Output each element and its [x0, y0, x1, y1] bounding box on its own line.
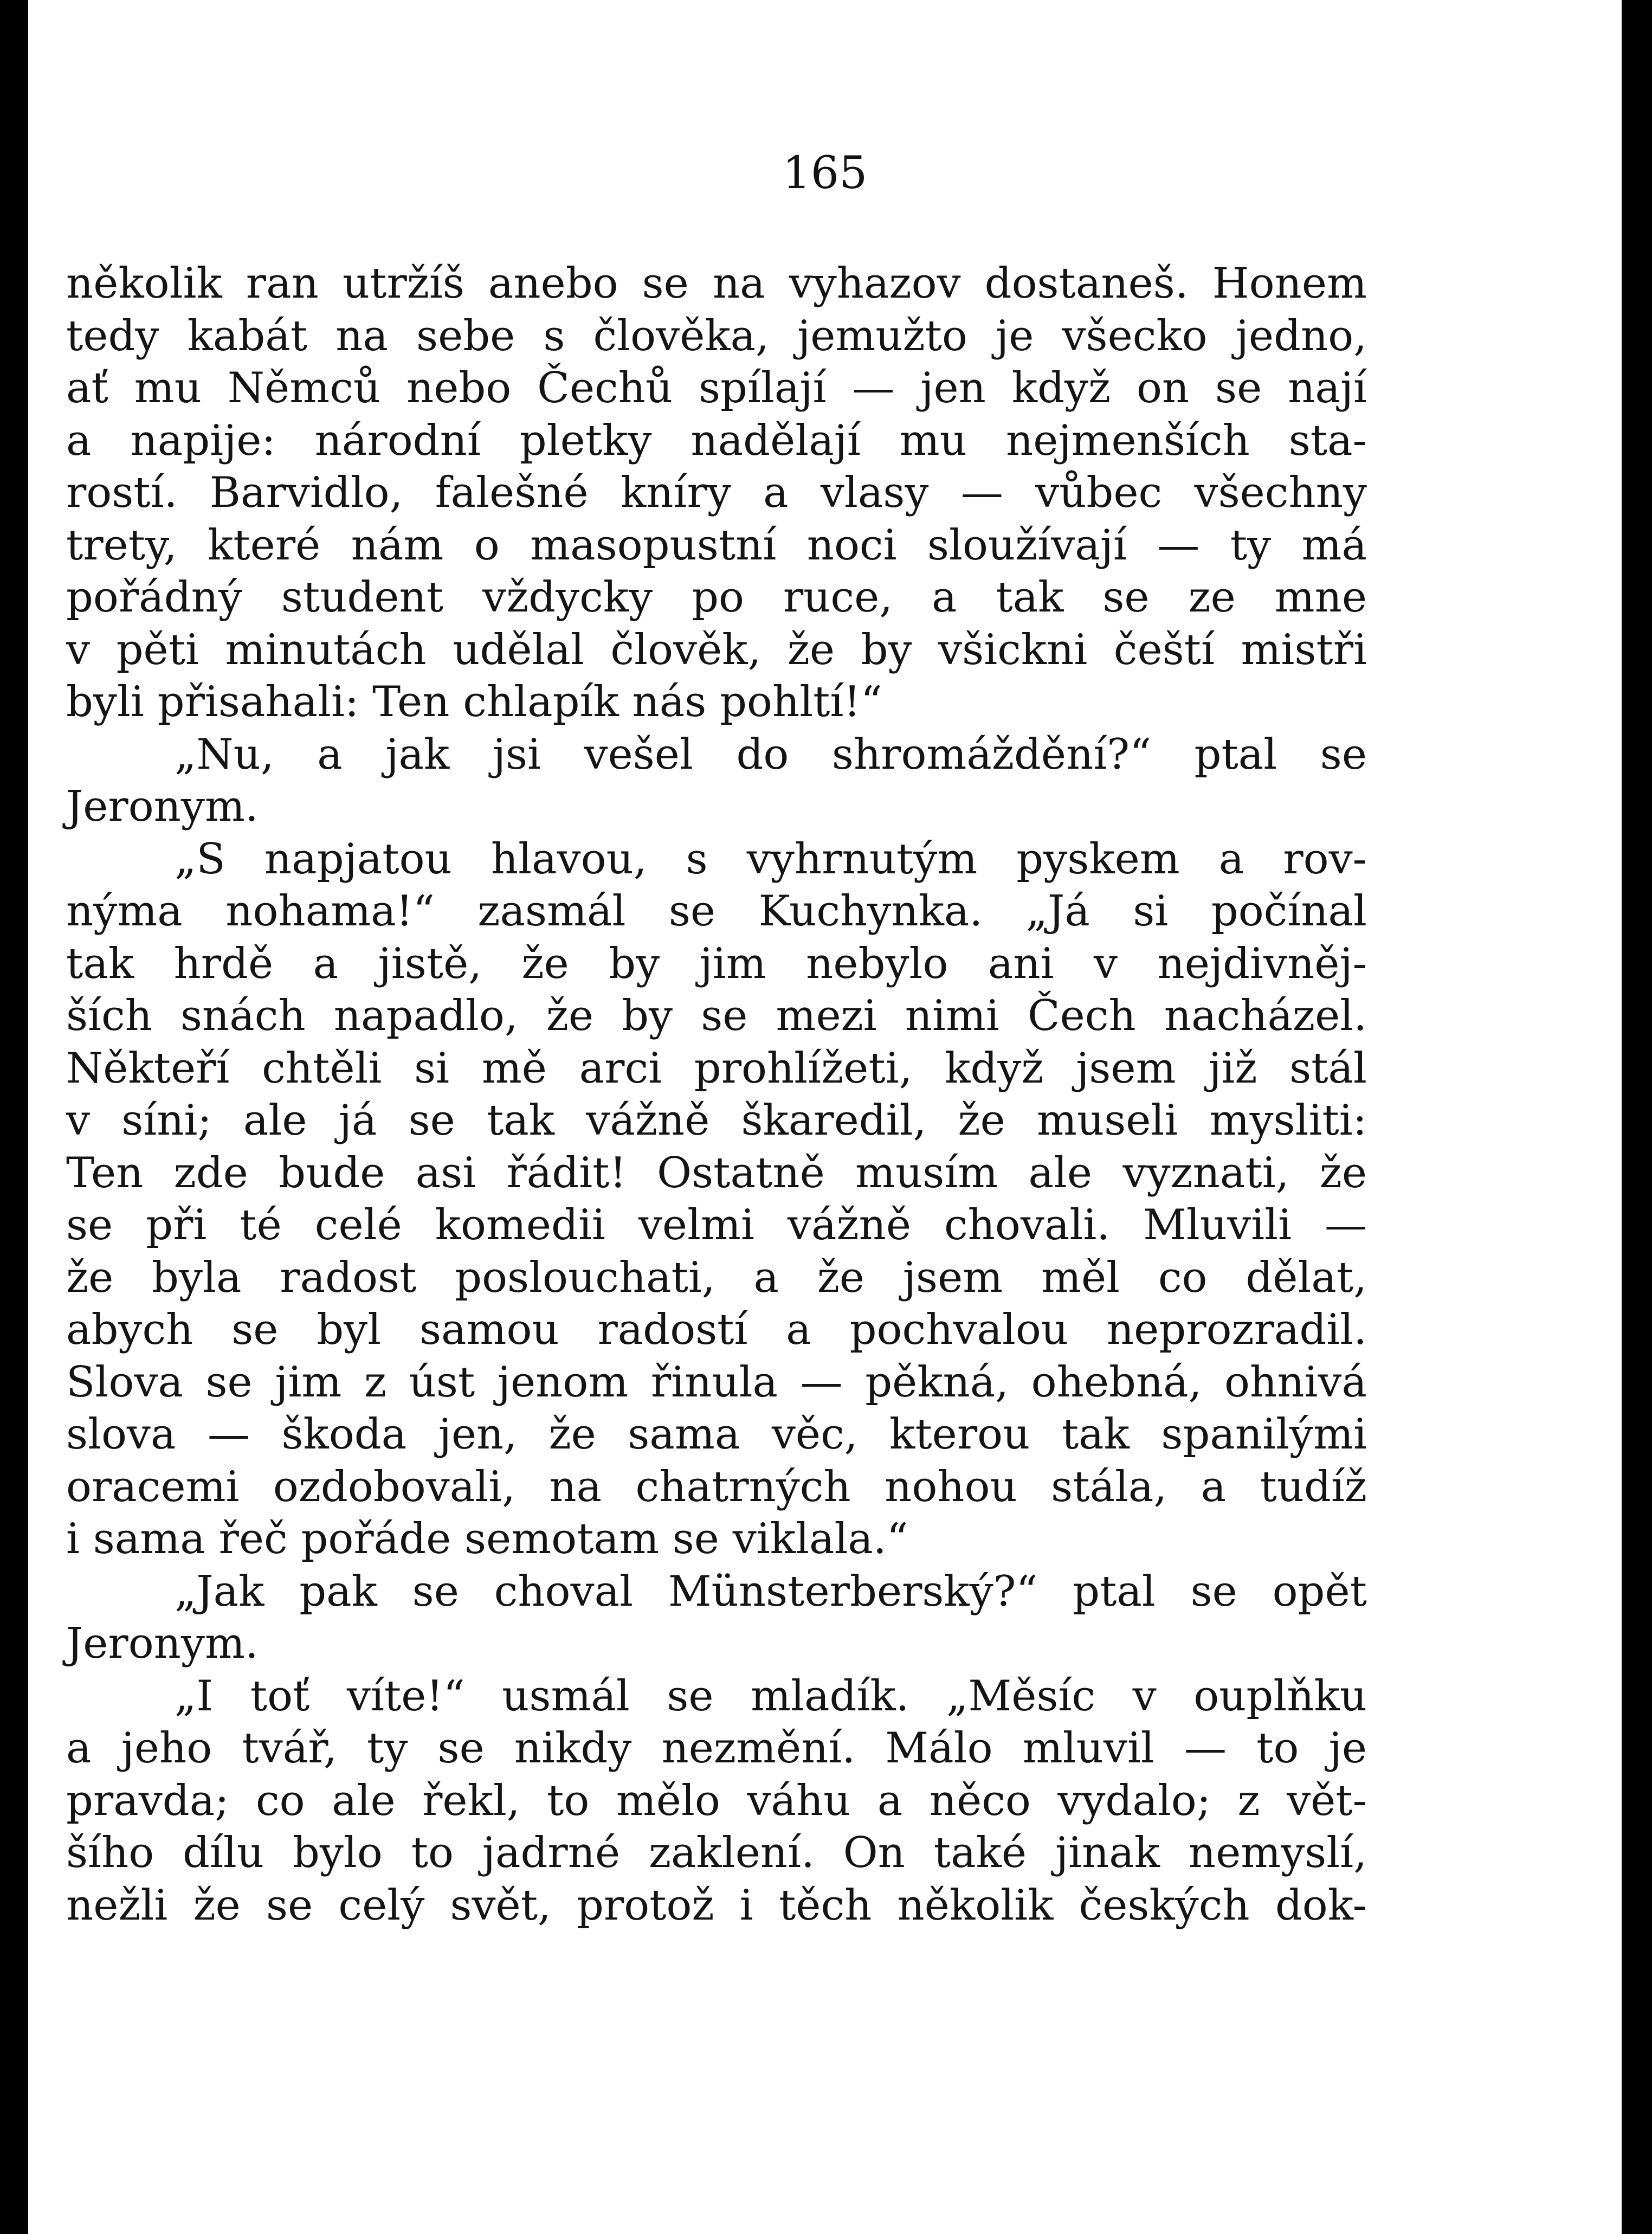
text-line: šího dílu bylo to jadrné zaklení. On také jinak nemyslí,	[66, 1829, 1367, 1877]
text-line: i sama řeč pořáde semotam se viklala.“	[66, 1515, 908, 1563]
text-line: abych se byl samou radostí a pochvalou neprozradil.	[66, 1305, 1367, 1354]
text-line: v síni; ale já se tak vážně škaredil, že museli mysliti:	[66, 1096, 1367, 1145]
text-line: rostí. Barvidlo, falešné kníry a vlasy — vůbec všechny	[66, 468, 1367, 517]
text-line: oracemi ozdobovali, na chatrných nohou stála, a tudíž	[66, 1462, 1367, 1511]
text-line: Slova se jim z úst jenom řinula — pěkná, ohebná, ohnivá	[66, 1357, 1367, 1407]
text-line: několik ran utržíš anebo se na vyhazov dostaneš. Honem	[66, 259, 1367, 308]
text-line: ať mu Němců nebo Čechů spílají — jen když on se nají	[66, 364, 1367, 413]
text-line: „I toť víte!“ usmál se mladík. „Měsíc v ouplňku	[175, 1671, 1367, 1721]
text-line: se při té celé komedii velmi vážně chovali. Mluvili —	[66, 1201, 1367, 1250]
text-line: v pěti minutách udělal člověk, že by všickni čeští mistři	[66, 625, 1367, 674]
text-line: slova — škoda jen, že sama věc, kterou tak spanilými	[66, 1410, 1367, 1459]
text-line: „S napjatou hlavou, s vyhrnutým pyskem a rov-	[175, 834, 1367, 884]
page-number: 165	[782, 147, 868, 199]
text-line: tak hrdě a jistě, že by jim nebylo ani v nejdivněj-	[66, 939, 1367, 988]
text-line: tedy kabát na sebe s člověka, jemužto je všecko jedno,	[66, 311, 1367, 360]
text-line: „Nu, a jak jsi vešel do shromáždění?“ ptal se	[175, 730, 1367, 779]
text-line: a jeho tvář, ty se nikdy nezmění. Málo mluvil — to je	[66, 1724, 1367, 1773]
text-line: Ten zde bude asi řádit! Ostatně musím ale vyznati, že	[66, 1148, 1367, 1198]
text-line: že byla radost poslouchati, a že jsem měl co dělat,	[66, 1253, 1367, 1302]
text-line: Jeronym.	[66, 782, 259, 831]
text-line: nýma nohama!“ zasmál se Kuchynka. „Já si počínal	[66, 887, 1367, 936]
text-line: nežli že se celý svět, protož i těch několik českých dok-	[66, 1881, 1367, 1930]
text-line: Někteří chtěli si mě arci prohlížeti, když jsem již stál	[66, 1044, 1367, 1093]
text-line: byli přisahali: Ten chlapík nás pohltí!“	[66, 678, 882, 726]
body-text	[66, 257, 1367, 1932]
book-page	[28, 0, 1622, 2234]
text-line: Jeronym.	[66, 1619, 259, 1668]
text-line: pravda; co ale řekl, to mělo váhu a něco vydalo; z vět-	[66, 1776, 1367, 1825]
text-line: trety, které nám o masopustní noci sloužívají — ty má	[66, 520, 1367, 570]
text-line: „Jak pak se choval Münsterberský?“ ptal se opět	[175, 1567, 1367, 1616]
text-line: ších snách napadlo, že by se mezi nimi Čech nacházel.	[66, 992, 1367, 1040]
text-line: a napije: národní pletky nadělají mu nejmenších sta-	[66, 416, 1367, 465]
text-line: pořádný student vždycky po ruce, a tak se ze mne	[66, 573, 1367, 622]
